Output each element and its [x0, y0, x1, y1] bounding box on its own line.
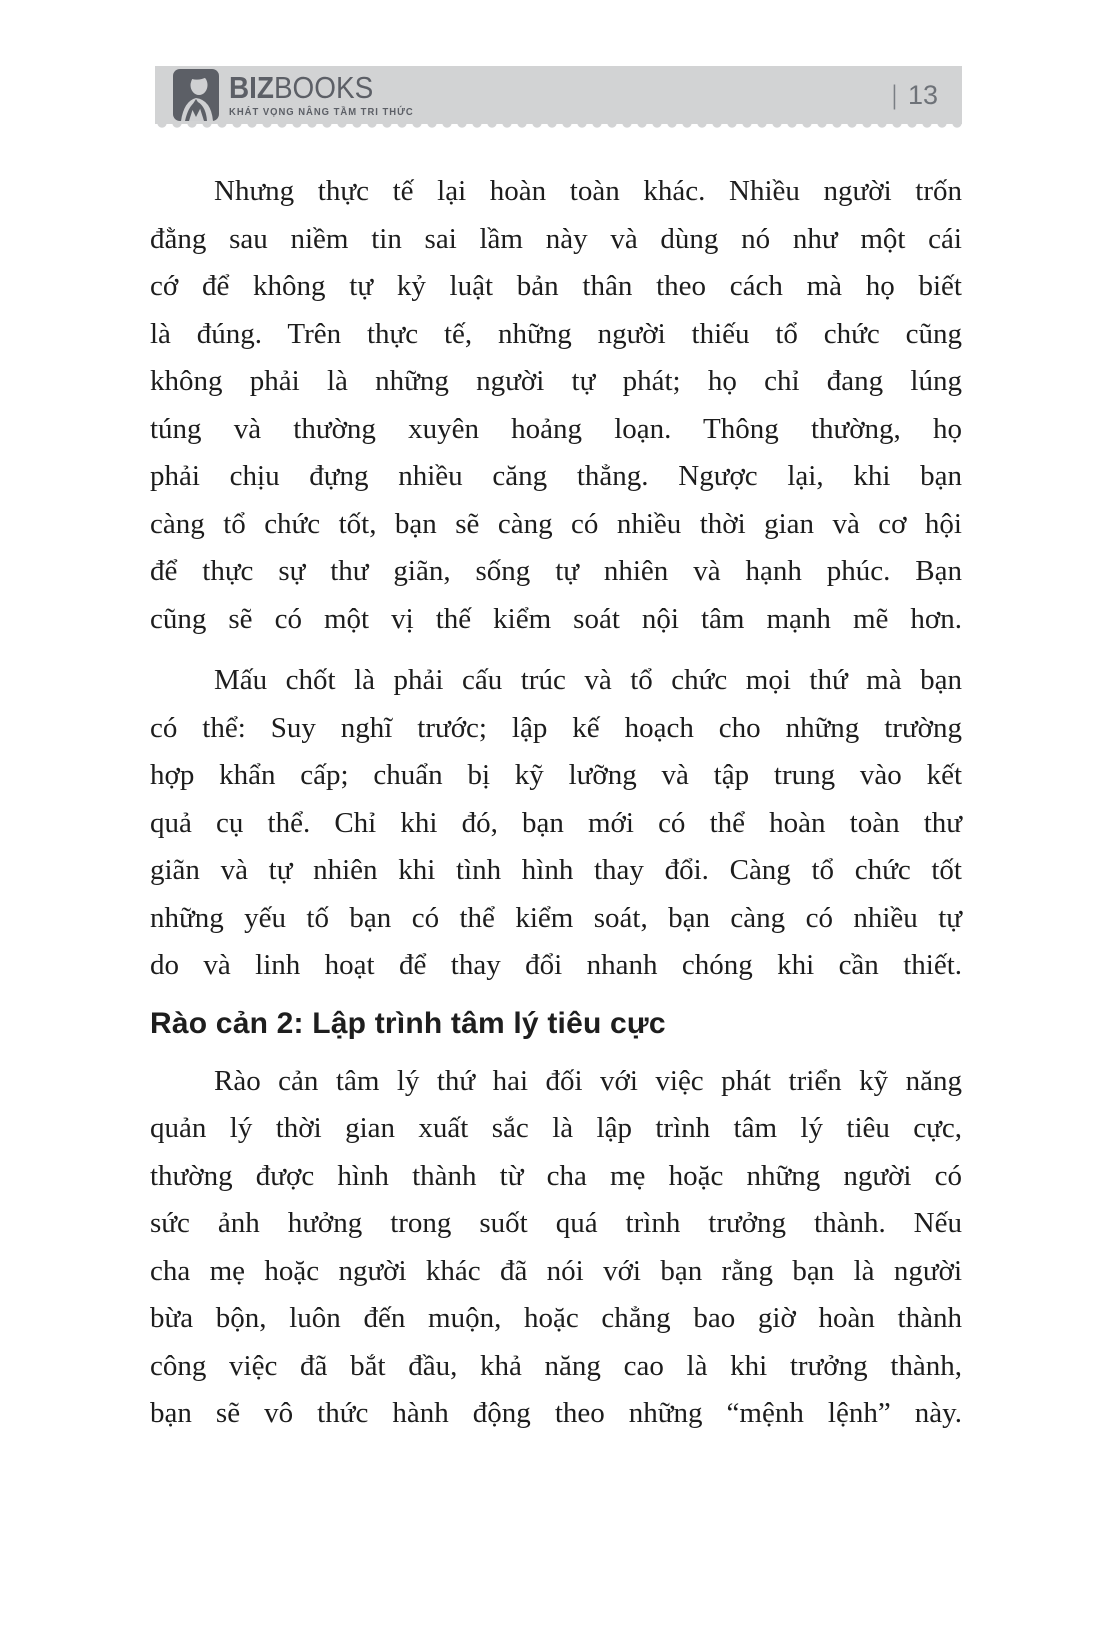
text-line: thường được hình thành từ cha mẹ hoặc những người có — [150, 1159, 962, 1192]
text-line: phải chịu đựng nhiều căng thẳng. Ngược lại, khi bạn — [150, 460, 962, 492]
bizbooks-logo — [173, 69, 434, 121]
text-line: bừa bộn, luôn đến muộn, hoặc chẳng bao giờ hoàn thành — [150, 1302, 962, 1334]
bizbooks-gentleman-book-icon — [173, 69, 219, 121]
page-number — [891, 80, 944, 111]
text-line: sức ảnh hưởng trong suốt quá trình trưởng thành. Nếu — [150, 1207, 962, 1239]
text-line: quả cụ thể. Chỉ khi đó, bạn mới có thể hoàn toàn thư — [150, 806, 962, 839]
paragraph — [150, 657, 962, 990]
text-line: do và linh hoạt để thay đổi nhanh chóng khi cần thiết. — [150, 949, 962, 981]
text-line: có thể: Suy nghĩ trước; lập kế hoạch cho những trường — [150, 711, 962, 744]
text-line: công việc đã bắt đầu, khả năng cao là khi trưởng thành, — [150, 1349, 962, 1382]
text-line: quản lý thời gian xuất sắc là lập trình tâm lý tiêu cực, — [150, 1112, 962, 1144]
text-line: cớ để không tự kỷ luật bản thân theo cách mà họ biết — [150, 270, 962, 302]
paragraph — [150, 168, 962, 643]
text-line: bạn sẽ vô thức hành động theo những “mệnh lệnh” này. — [150, 1397, 962, 1429]
text-line: không phải là những người tự phát; họ chỉ đang lúng — [150, 365, 962, 397]
text-line: đằng sau niềm tin sai lầm này và dùng nó như một cái — [150, 222, 962, 255]
page-number-separator: | — [891, 79, 897, 110]
text-line: túng và thường xuyên hoảng loạn. Thông thường, họ — [150, 412, 962, 445]
text-line: Rào cản tâm lý thứ hai đối với việc phát triển kỹ năng — [214, 1064, 962, 1097]
text-line: càng tổ chức tốt, bạn sẽ càng có nhiều thời gian và cơ hội — [150, 507, 962, 540]
text-line: những yếu tố bạn có thể kiểm soát, bạn càng có nhiều tự — [150, 901, 962, 934]
text-line: cũng sẽ có một vị thế kiểm soát nội tâm mạnh mẽ hơn. — [150, 602, 962, 635]
brand-books: BOOKS — [273, 69, 374, 105]
text-line: cha mẹ hoặc người khác đã nói với bạn rằng bạn là người — [150, 1254, 962, 1287]
page-content — [150, 168, 962, 1452]
text-line: hợp khẩn cấp; chuẩn bị kỹ lưỡng và tập trung vào kết — [150, 759, 962, 791]
bizbooks-logo-text — [229, 69, 414, 118]
page-number-value: 13 — [907, 79, 938, 110]
brand-biz: BIZ — [229, 69, 274, 105]
text-line: Mấu chốt là phải cấu trúc và tổ chức mọi thứ mà bạn — [214, 664, 962, 696]
page-header — [155, 66, 962, 124]
paragraph — [150, 1058, 962, 1438]
brand-name — [229, 69, 414, 105]
brand-tagline: KHÁT VỌNG NÂNG TẦM TRI THỨC — [229, 105, 414, 118]
text-line: giãn và tự nhiên khi tình hình thay đổi. Càng tổ chức tốt — [150, 854, 962, 886]
text-line: để thực sự thư giãn, sống tự nhiên và hạnh phúc. Bạn — [150, 555, 962, 587]
text-line: là đúng. Trên thực tế, những người thiếu tổ chức cũng — [150, 317, 962, 350]
section-heading: Rào cản 2: Lập trình tâm lý tiêu cực — [150, 1006, 666, 1040]
text-line: Nhưng thực tế lại hoàn toàn khác. Nhiều người trốn — [214, 175, 962, 207]
